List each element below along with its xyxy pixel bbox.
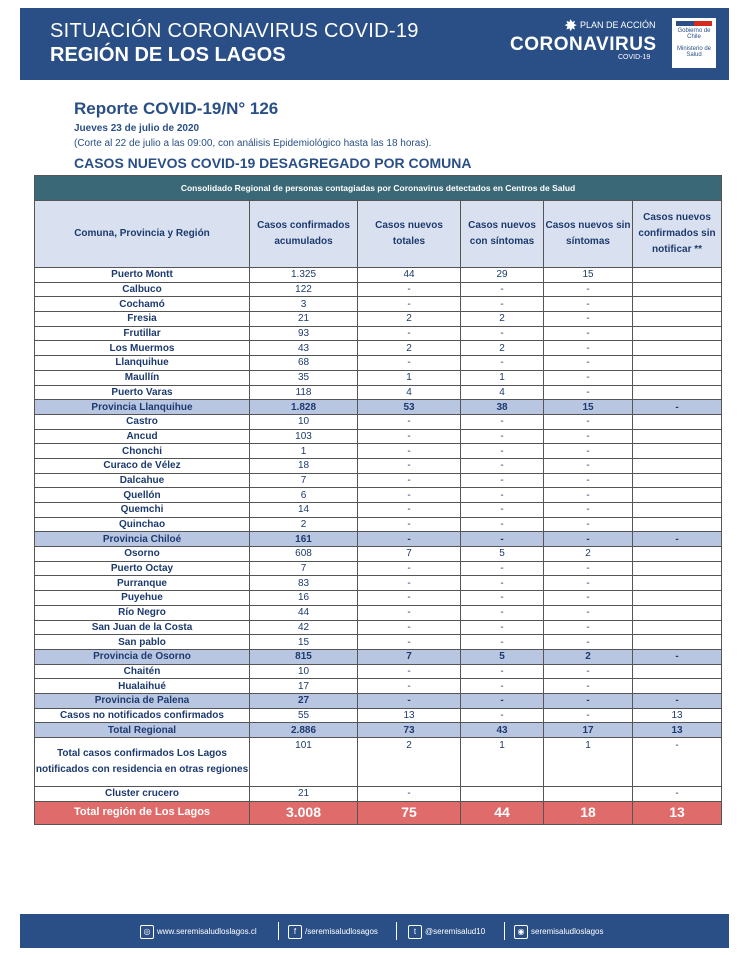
cell-sin-sintomas: - [544, 693, 633, 708]
cell-comuna: Chonchi [35, 444, 250, 459]
cell-con-sintomas: - [461, 532, 544, 547]
cell-sin-notificar [633, 385, 722, 400]
cell-sin-sintomas: - [544, 312, 633, 327]
cell-con-sintomas: 2 [461, 341, 544, 356]
cell-acumulados: 43 [250, 341, 358, 356]
cell-sin-sintomas: - [544, 561, 633, 576]
cell-con-sintomas: 2 [461, 312, 544, 327]
cell-nuevos-totales: - [358, 414, 461, 429]
cell-sin-notificar [633, 503, 722, 518]
cell-con-sintomas: 29 [461, 268, 544, 283]
table-row [35, 547, 722, 562]
cell-nuevos-totales: - [358, 517, 461, 532]
cell-nuevos-totales: 2 [358, 738, 461, 787]
report-subtitle: CASOS NUEVOS COVID-19 DESAGREGADO POR COMUNA [74, 155, 472, 171]
cell-acumulados: 93 [250, 326, 358, 341]
cell-con-sintomas: - [461, 605, 544, 620]
cell-sin-sintomas: - [544, 429, 633, 444]
cell-nuevos-totales: - [358, 693, 461, 708]
cell-acumulados: 161 [250, 532, 358, 547]
cell-comuna: Total región de Los Lagos [35, 801, 250, 824]
cell-acumulados: 3.008 [250, 801, 358, 824]
table-row [35, 605, 722, 620]
footer-web-text: www.seremisaludloslagos.cl [157, 927, 257, 937]
cell-sin-sintomas: - [544, 708, 633, 723]
footer-twitter-text: @seremisalud10 [425, 927, 486, 937]
cell-comuna: Puyehue [35, 591, 250, 606]
cell-con-sintomas: - [461, 297, 544, 312]
table-row [35, 282, 722, 297]
cell-nuevos-totales: 1 [358, 370, 461, 385]
cell-acumulados: 83 [250, 576, 358, 591]
cell-sin-notificar [633, 297, 722, 312]
cell-comuna: Ancud [35, 429, 250, 444]
cell-acumulados: 2 [250, 517, 358, 532]
cell-nuevos-totales: 75 [358, 801, 461, 824]
cell-con-sintomas: 4 [461, 385, 544, 400]
table-row [35, 738, 722, 787]
cell-con-sintomas: - [461, 679, 544, 694]
cell-comuna: Purranque [35, 576, 250, 591]
cell-nuevos-totales: - [358, 356, 461, 371]
cell-nuevos-totales: 7 [358, 547, 461, 562]
table-row [35, 341, 722, 356]
cell-nuevos-totales: - [358, 503, 461, 518]
cell-nuevos-totales: - [358, 444, 461, 459]
table-row [35, 517, 722, 532]
cell-sin-sintomas: 15 [544, 400, 633, 415]
cell-comuna: Provincia Llanquihue [35, 400, 250, 415]
cell-sin-notificar: - [633, 738, 722, 787]
cell-acumulados: 15 [250, 635, 358, 650]
cell-sin-sintomas: - [544, 503, 633, 518]
cell-con-sintomas: - [461, 282, 544, 297]
total-row [35, 801, 722, 824]
report-date: Jueves 23 de julio de 2020 [74, 123, 200, 134]
table-row [35, 444, 722, 459]
header-con-sintomas: Casos nuevos con síntomas [461, 201, 544, 268]
cell-comuna: Castro [35, 414, 250, 429]
report-title: Reporte COVID-19/N° 126 [74, 99, 279, 118]
cell-sin-sintomas: - [544, 532, 633, 547]
cell-sin-notificar [633, 268, 722, 283]
cell-sin-notificar: 13 [633, 723, 722, 738]
table-row [35, 787, 722, 802]
cell-acumulados: 35 [250, 370, 358, 385]
cell-acumulados: 1 [250, 444, 358, 459]
coronavirus-logo-text: CORONAVIRUS [510, 34, 657, 55]
cell-con-sintomas: - [461, 356, 544, 371]
cell-acumulados: 2.886 [250, 723, 358, 738]
cell-comuna: Puerto Montt [35, 268, 250, 283]
cell-sin-sintomas: - [544, 576, 633, 591]
cell-sin-sintomas: - [544, 282, 633, 297]
cell-sin-notificar [633, 664, 722, 679]
cell-nuevos-totales: - [358, 787, 461, 802]
cell-sin-notificar [633, 605, 722, 620]
cell-nuevos-totales: - [358, 429, 461, 444]
cell-acumulados: 6 [250, 488, 358, 503]
cell-comuna: Provincia de Osorno [35, 649, 250, 664]
cell-con-sintomas: - [461, 576, 544, 591]
cell-comuna: Casos no notificados confirmados [35, 708, 250, 723]
government-logo [672, 18, 716, 68]
cell-con-sintomas: 38 [461, 400, 544, 415]
cell-sin-notificar [633, 341, 722, 356]
cell-acumulados: 815 [250, 649, 358, 664]
cell-comuna: Cluster crucero [35, 787, 250, 802]
cell-nuevos-totales: 73 [358, 723, 461, 738]
star-icon: ✸ [564, 18, 578, 35]
gov-logo-top: Gobierno de Chile [677, 28, 711, 40]
cell-comuna: Hualaihué [35, 679, 250, 694]
cell-comuna: San pablo [35, 635, 250, 650]
twitter-icon: t [408, 925, 422, 939]
cases-table [34, 175, 722, 825]
cell-acumulados: 16 [250, 591, 358, 606]
cell-sin-sintomas: - [544, 444, 633, 459]
table-row [35, 297, 722, 312]
cell-acumulados: 21 [250, 312, 358, 327]
cell-nuevos-totales: - [358, 458, 461, 473]
cell-comuna: Maullín [35, 370, 250, 385]
gov-logo-bottom: Ministerio de Salud [676, 46, 711, 58]
cell-acumulados: 21 [250, 787, 358, 802]
table-row [35, 620, 722, 635]
cell-acumulados: 7 [250, 473, 358, 488]
cell-sin-sintomas: - [544, 341, 633, 356]
cell-sin-notificar [633, 326, 722, 341]
table-row [35, 429, 722, 444]
cell-con-sintomas: - [461, 517, 544, 532]
cell-nuevos-totales: - [358, 282, 461, 297]
table-row [35, 370, 722, 385]
cell-con-sintomas: 1 [461, 738, 544, 787]
cell-acumulados: 10 [250, 414, 358, 429]
cell-sin-notificar: - [633, 400, 722, 415]
table-row [35, 503, 722, 518]
table-row [35, 268, 722, 283]
cell-con-sintomas: 44 [461, 801, 544, 824]
cell-sin-notificar [633, 458, 722, 473]
header-sin-notificar: Casos nuevos confirmados sin notificar ** [633, 201, 722, 268]
cell-sin-sintomas: 15 [544, 268, 633, 283]
cell-comuna: Chaitén [35, 664, 250, 679]
province-row [35, 400, 722, 415]
header-nuevos-totales: Casos nuevos totales [358, 201, 461, 268]
banner-title-line1: SITUACIÓN CORONAVIRUS COVID-19 [50, 20, 419, 42]
footer-web[interactable] [140, 925, 257, 939]
cell-sin-notificar [633, 370, 722, 385]
footer-facebook-text: /seremisaludlosagos [305, 927, 378, 937]
cell-sin-sintomas: - [544, 414, 633, 429]
cell-con-sintomas: - [461, 473, 544, 488]
cell-con-sintomas: 5 [461, 547, 544, 562]
cell-con-sintomas: - [461, 444, 544, 459]
cell-comuna: Quellón [35, 488, 250, 503]
cell-acumulados: 55 [250, 708, 358, 723]
table-row [35, 312, 722, 327]
table-row [35, 326, 722, 341]
cell-sin-sintomas: 2 [544, 649, 633, 664]
cell-nuevos-totales: 53 [358, 400, 461, 415]
table-row [35, 414, 722, 429]
cell-nuevos-totales: 2 [358, 341, 461, 356]
cell-sin-notificar: - [633, 787, 722, 802]
cell-nuevos-totales: 44 [358, 268, 461, 283]
cell-nuevos-totales: - [358, 326, 461, 341]
cell-comuna: Cochamó [35, 297, 250, 312]
cell-comuna: Fresia [35, 312, 250, 327]
cell-acumulados: 118 [250, 385, 358, 400]
cell-con-sintomas: - [461, 429, 544, 444]
cell-nuevos-totales: - [358, 605, 461, 620]
total-row [35, 723, 722, 738]
table-row [35, 664, 722, 679]
cell-sin-notificar [633, 517, 722, 532]
instagram-icon: ◉ [514, 925, 528, 939]
cell-sin-sintomas [544, 787, 633, 802]
cell-con-sintomas: - [461, 326, 544, 341]
cell-nuevos-totales: 13 [358, 708, 461, 723]
cell-acumulados: 3 [250, 297, 358, 312]
cell-sin-notificar [633, 679, 722, 694]
table-row [35, 591, 722, 606]
cell-con-sintomas: - [461, 664, 544, 679]
cell-con-sintomas: - [461, 414, 544, 429]
province-row [35, 532, 722, 547]
cell-sin-sintomas: - [544, 458, 633, 473]
cell-acumulados: 7 [250, 561, 358, 576]
cell-con-sintomas: - [461, 635, 544, 650]
cell-nuevos-totales: 7 [358, 649, 461, 664]
cell-sin-sintomas: - [544, 297, 633, 312]
cell-con-sintomas: 5 [461, 649, 544, 664]
table-row [35, 708, 722, 723]
cell-con-sintomas [461, 787, 544, 802]
cell-sin-sintomas: - [544, 370, 633, 385]
cell-sin-sintomas: 18 [544, 801, 633, 824]
table-row [35, 488, 722, 503]
cell-comuna: Calbuco [35, 282, 250, 297]
cell-nuevos-totales: - [358, 561, 461, 576]
cell-nuevos-totales: - [358, 679, 461, 694]
footer-instagram[interactable] [514, 925, 603, 939]
cell-sin-sintomas: - [544, 326, 633, 341]
cell-acumulados: 122 [250, 282, 358, 297]
cell-sin-sintomas: - [544, 473, 633, 488]
province-row [35, 693, 722, 708]
cell-nuevos-totales: 4 [358, 385, 461, 400]
cell-sin-notificar [633, 473, 722, 488]
cell-sin-notificar: - [633, 532, 722, 547]
cell-acumulados: 17 [250, 679, 358, 694]
covid-label: COVID-19 [618, 54, 651, 61]
cell-sin-notificar [633, 620, 722, 635]
cell-comuna: Provincia Chiloé [35, 532, 250, 547]
cell-sin-sintomas: - [544, 605, 633, 620]
cell-sin-notificar: 13 [633, 801, 722, 824]
cell-sin-notificar [633, 444, 722, 459]
cell-sin-sintomas: - [544, 664, 633, 679]
cell-con-sintomas: - [461, 503, 544, 518]
cell-comuna: Osorno [35, 547, 250, 562]
cell-sin-notificar [633, 312, 722, 327]
cell-comuna: Frutillar [35, 326, 250, 341]
cell-acumulados: 103 [250, 429, 358, 444]
cell-comuna: Puerto Octay [35, 561, 250, 576]
banner-title-line2: REGIÓN DE LOS LAGOS [50, 44, 286, 66]
cell-comuna: Los Muermos [35, 341, 250, 356]
table-row [35, 458, 722, 473]
cell-sin-sintomas: 2 [544, 547, 633, 562]
cell-acumulados: 10 [250, 664, 358, 679]
cell-con-sintomas: - [461, 591, 544, 606]
cell-sin-notificar [633, 547, 722, 562]
cell-sin-sintomas: - [544, 620, 633, 635]
header-comuna: Comuna, Provincia y Región [35, 201, 250, 268]
footer-divider [278, 922, 279, 940]
cell-con-sintomas: - [461, 458, 544, 473]
cell-comuna: Quinchao [35, 517, 250, 532]
cell-nuevos-totales: - [358, 635, 461, 650]
globe-icon: ◎ [140, 925, 154, 939]
cell-sin-notificar [633, 429, 722, 444]
cell-acumulados: 1.828 [250, 400, 358, 415]
cell-sin-sintomas: - [544, 591, 633, 606]
table-row [35, 473, 722, 488]
cell-acumulados: 14 [250, 503, 358, 518]
table-row [35, 385, 722, 400]
cell-con-sintomas: - [461, 693, 544, 708]
cell-sin-notificar [633, 635, 722, 650]
cell-con-sintomas: - [461, 561, 544, 576]
table-row [35, 635, 722, 650]
province-row [35, 649, 722, 664]
cell-sin-sintomas: 17 [544, 723, 633, 738]
footer-divider [396, 922, 397, 940]
cell-con-sintomas: - [461, 708, 544, 723]
cell-acumulados: 18 [250, 458, 358, 473]
header-banner [20, 8, 729, 80]
report-note: (Corte al 22 de julio a las 09:00, con análisis Epidemiológico hasta las 18 horas). [74, 138, 432, 149]
cell-nuevos-totales: - [358, 532, 461, 547]
cell-sin-sintomas: - [544, 635, 633, 650]
cell-acumulados: 42 [250, 620, 358, 635]
cell-nuevos-totales: - [358, 473, 461, 488]
cell-con-sintomas: - [461, 620, 544, 635]
cell-comuna: Llanquihue [35, 356, 250, 371]
footer-divider [504, 922, 505, 940]
cell-sin-notificar: - [633, 649, 722, 664]
table-row [35, 356, 722, 371]
cell-con-sintomas: 1 [461, 370, 544, 385]
footer-twitter[interactable] [408, 925, 485, 939]
cell-con-sintomas: - [461, 488, 544, 503]
table-row [35, 561, 722, 576]
cell-sin-notificar [633, 356, 722, 371]
cell-nuevos-totales: - [358, 591, 461, 606]
cell-comuna: San Juan de la Costa [35, 620, 250, 635]
cell-acumulados: 1.325 [250, 268, 358, 283]
header-sin-sintomas: Casos nuevos sin síntomas [544, 201, 633, 268]
footer-bar [20, 914, 729, 948]
cell-sin-notificar [633, 282, 722, 297]
header-acumulados: Casos confirmados acumulados [250, 201, 358, 268]
cell-sin-sintomas: - [544, 679, 633, 694]
plan-label: PLAN DE ACCIÓN [580, 20, 656, 30]
cell-acumulados: 101 [250, 738, 358, 787]
table-row [35, 576, 722, 591]
cell-sin-sintomas: 1 [544, 738, 633, 787]
cell-nuevos-totales: - [358, 488, 461, 503]
table-row [35, 679, 722, 694]
cell-sin-notificar: - [633, 693, 722, 708]
table-caption: Consolidado Regional de personas contagiadas por Coronavirus detectados en Centros de Salud [35, 176, 722, 201]
cell-comuna: Puerto Varas [35, 385, 250, 400]
cell-sin-notificar [633, 576, 722, 591]
cell-sin-sintomas: - [544, 385, 633, 400]
cell-sin-sintomas: - [544, 488, 633, 503]
cell-nuevos-totales: - [358, 664, 461, 679]
cell-comuna: Río Negro [35, 605, 250, 620]
cell-acumulados: 27 [250, 693, 358, 708]
facebook-icon: f [288, 925, 302, 939]
cell-comuna: Total casos confirmados Los Lagos notificados con residencia en otras regiones [35, 738, 250, 787]
cell-nuevos-totales: - [358, 576, 461, 591]
cell-acumulados: 44 [250, 605, 358, 620]
cell-nuevos-totales: - [358, 297, 461, 312]
footer-instagram-text: seremisaludloslagos [531, 927, 604, 937]
cell-nuevos-totales: 2 [358, 312, 461, 327]
cell-sin-notificar [633, 414, 722, 429]
cell-comuna: Dalcahue [35, 473, 250, 488]
cell-comuna: Total Regional [35, 723, 250, 738]
cell-con-sintomas: 43 [461, 723, 544, 738]
cell-comuna: Provincia de Palena [35, 693, 250, 708]
cell-sin-notificar: 13 [633, 708, 722, 723]
cell-sin-notificar [633, 488, 722, 503]
cell-comuna: Quemchi [35, 503, 250, 518]
footer-facebook[interactable] [288, 925, 378, 939]
cell-nuevos-totales: - [358, 620, 461, 635]
cell-comuna: Curaco de Vélez [35, 458, 250, 473]
cell-sin-notificar [633, 591, 722, 606]
cell-acumulados: 68 [250, 356, 358, 371]
cell-sin-notificar [633, 561, 722, 576]
cell-sin-sintomas: - [544, 356, 633, 371]
cell-acumulados: 608 [250, 547, 358, 562]
cell-sin-sintomas: - [544, 517, 633, 532]
